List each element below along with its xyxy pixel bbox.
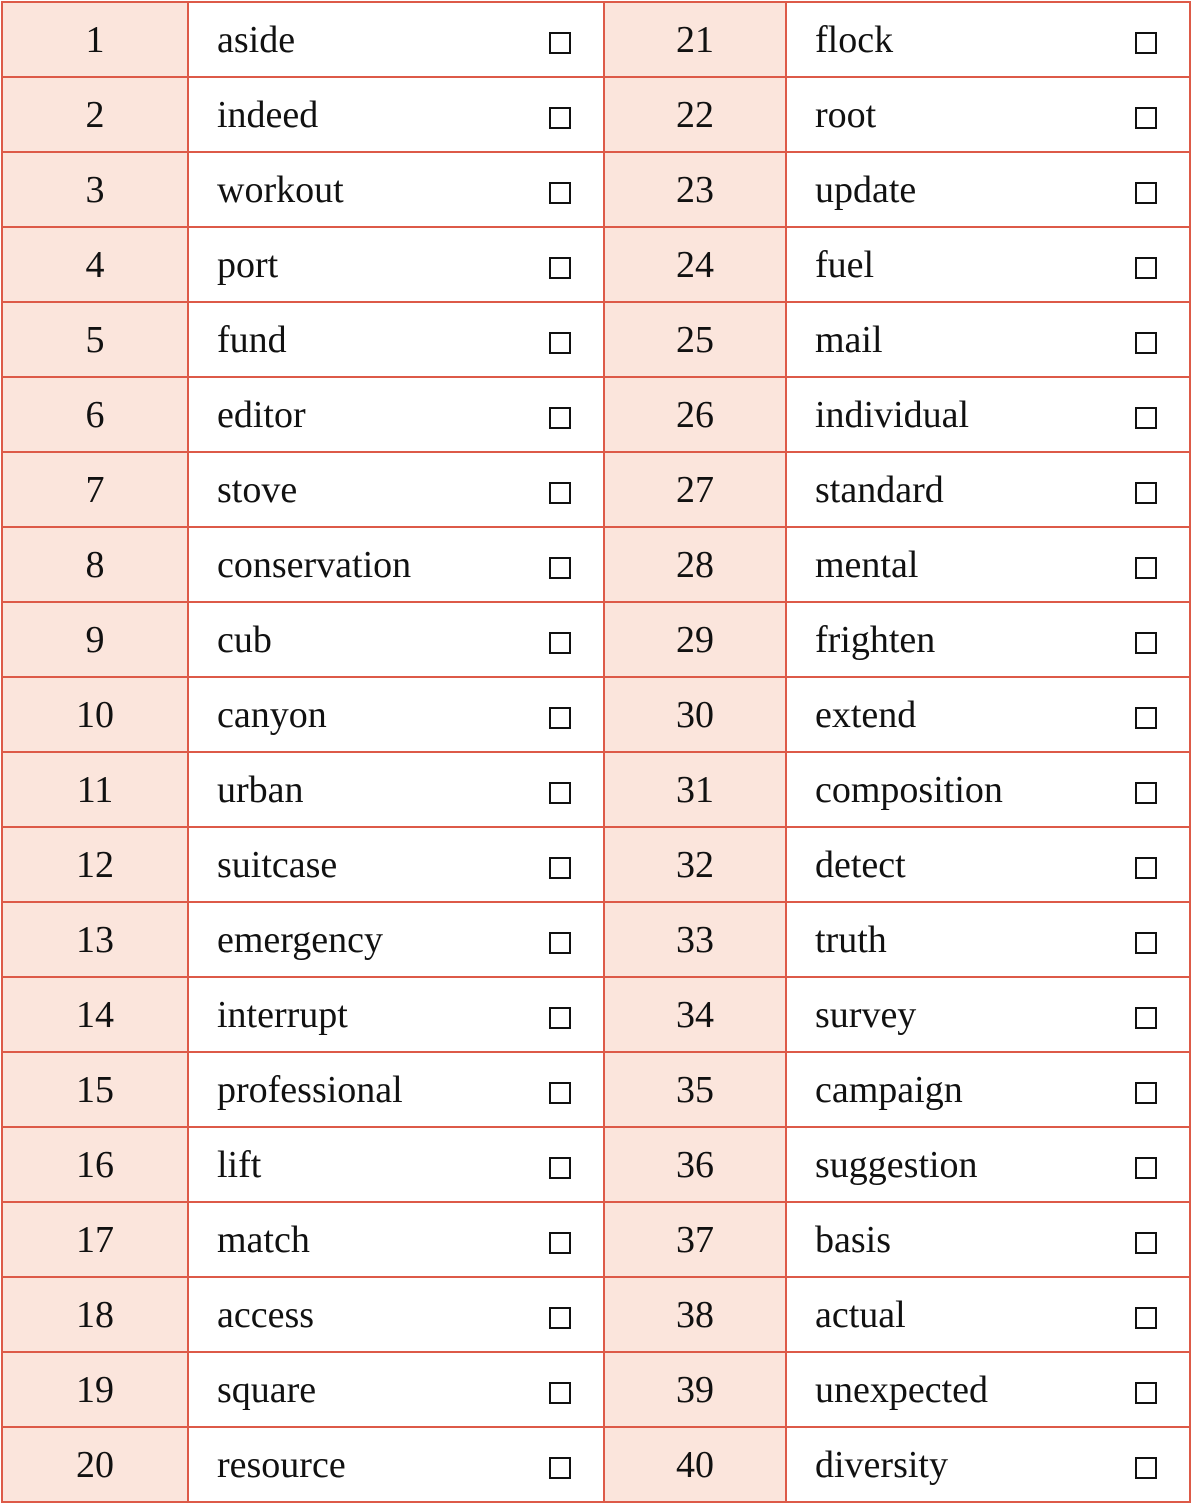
vocabulary-word: stove [217,468,298,511]
item-number: 23 [604,152,786,227]
vocabulary-table [1,1,1191,1503]
vocabulary-word: professional [217,1068,403,1111]
table-row [2,302,1190,377]
word-cell [786,1277,1190,1352]
vocabulary-table-body [2,2,1190,1502]
checkbox[interactable] [1135,1232,1157,1254]
checkbox[interactable] [1135,32,1157,54]
checkbox[interactable] [1135,107,1157,129]
vocabulary-word: diversity [815,1443,948,1486]
item-number: 28 [604,527,786,602]
checkbox[interactable] [1135,1157,1157,1179]
vocabulary-word: conservation [217,543,412,586]
vocabulary-word: basis [815,1218,891,1261]
vocabulary-word: detect [815,843,906,886]
vocabulary-word: canyon [217,693,327,736]
word-cell [786,602,1190,677]
word-cell [786,977,1190,1052]
table-row [2,2,1190,77]
checkbox[interactable] [549,332,571,354]
word-cell [188,1352,604,1427]
word-cell [786,1352,1190,1427]
vocabulary-word: aside [217,18,296,61]
table-row [2,677,1190,752]
word-cell [786,677,1190,752]
item-number: 5 [2,302,188,377]
checkbox[interactable] [1135,257,1157,279]
word-cell [786,2,1190,77]
item-number: 40 [604,1427,786,1502]
checkbox[interactable] [549,1232,571,1254]
checkbox[interactable] [549,782,571,804]
word-cell [786,1052,1190,1127]
vocabulary-word: fuel [815,243,875,286]
word-cell [786,902,1190,977]
vocabulary-word: flock [815,18,894,61]
checkbox[interactable] [1135,407,1157,429]
checkbox[interactable] [549,257,571,279]
table-row [2,1277,1190,1352]
checkbox[interactable] [1135,857,1157,879]
vocabulary-word: urban [217,768,304,811]
item-number: 34 [604,977,786,1052]
item-number: 19 [2,1352,188,1427]
item-number: 13 [2,902,188,977]
word-cell [188,752,604,827]
word-cell [188,2,604,77]
vocabulary-word: match [217,1218,310,1261]
item-number: 35 [604,1052,786,1127]
checkbox[interactable] [1135,782,1157,804]
checkbox[interactable] [1135,707,1157,729]
item-number: 31 [604,752,786,827]
vocabulary-word: individual [815,393,970,436]
item-number: 22 [604,77,786,152]
word-cell [188,902,604,977]
item-number: 25 [604,302,786,377]
checkbox[interactable] [1135,1382,1157,1404]
word-cell [188,1277,604,1352]
word-cell [188,77,604,152]
checkbox[interactable] [549,632,571,654]
checkbox[interactable] [549,932,571,954]
table-row [2,1052,1190,1127]
vocabulary-word: actual [815,1293,906,1336]
word-cell [188,1127,604,1202]
item-number: 10 [2,677,188,752]
item-number: 2 [2,77,188,152]
item-number: 38 [604,1277,786,1352]
vocabulary-word: workout [217,168,344,211]
item-number: 18 [2,1277,188,1352]
table-row [2,602,1190,677]
table-row [2,1427,1190,1502]
table-row [2,452,1190,527]
item-number: 37 [604,1202,786,1277]
vocabulary-word: mental [815,543,919,586]
item-number: 21 [604,2,786,77]
item-number: 14 [2,977,188,1052]
item-number: 27 [604,452,786,527]
word-cell [188,227,604,302]
vocabulary-word: emergency [217,918,383,961]
item-number: 26 [604,377,786,452]
item-number: 36 [604,1127,786,1202]
vocabulary-word: suitcase [217,843,338,886]
item-number: 32 [604,827,786,902]
vocabulary-word: lift [217,1143,262,1186]
item-number: 3 [2,152,188,227]
item-number: 4 [2,227,188,302]
word-cell [786,77,1190,152]
checkbox[interactable] [549,1307,571,1329]
word-cell [786,377,1190,452]
vocabulary-word: fund [217,318,287,361]
vocabulary-word: standard [815,468,944,511]
table-row [2,377,1190,452]
checkbox[interactable] [1135,1307,1157,1329]
word-cell [188,377,604,452]
item-number: 11 [2,752,188,827]
word-cell [188,1052,604,1127]
word-cell [188,602,604,677]
table-row [2,902,1190,977]
table-row [2,77,1190,152]
item-number: 20 [2,1427,188,1502]
vocabulary-word: interrupt [217,993,348,1036]
vocabulary-word: frighten [815,618,936,661]
word-cell [786,527,1190,602]
checkbox[interactable] [549,1082,571,1104]
word-cell [188,527,604,602]
checkbox[interactable] [549,707,571,729]
word-cell [188,977,604,1052]
item-number: 39 [604,1352,786,1427]
vocabulary-word: campaign [815,1068,963,1111]
word-cell [786,302,1190,377]
vocabulary-word: update [815,168,917,211]
checkbox[interactable] [1135,632,1157,654]
checkbox[interactable] [1135,182,1157,204]
table-row [2,227,1190,302]
item-number: 16 [2,1127,188,1202]
checkbox[interactable] [1135,332,1157,354]
word-cell [188,827,604,902]
vocabulary-word: root [815,93,877,136]
item-number: 9 [2,602,188,677]
item-number: 12 [2,827,188,902]
checkbox[interactable] [549,32,571,54]
vocabulary-word: mail [815,318,883,361]
item-number: 33 [604,902,786,977]
vocabulary-word: survey [815,993,917,1036]
checkbox[interactable] [549,857,571,879]
vocabulary-word: suggestion [815,1143,978,1186]
vocabulary-word: editor [217,393,306,436]
item-number: 17 [2,1202,188,1277]
vocabulary-word: truth [815,918,887,961]
checkbox[interactable] [549,557,571,579]
vocabulary-word: square [217,1368,317,1411]
checkbox[interactable] [1135,557,1157,579]
checkbox[interactable] [549,1007,571,1029]
vocabulary-word: composition [815,768,1003,811]
item-number: 24 [604,227,786,302]
word-cell [188,677,604,752]
checkbox[interactable] [1135,1082,1157,1104]
checkbox[interactable] [1135,1007,1157,1029]
vocabulary-word: unexpected [815,1368,989,1411]
vocabulary-word: extend [815,693,917,736]
checkbox[interactable] [549,182,571,204]
checkbox[interactable] [549,1157,571,1179]
vocabulary-word: indeed [217,93,319,136]
vocabulary-word: cub [217,618,272,661]
word-cell [786,1127,1190,1202]
table-row [2,1202,1190,1277]
checkbox[interactable] [549,407,571,429]
word-cell [188,302,604,377]
item-number: 29 [604,602,786,677]
word-cell [786,827,1190,902]
word-cell [786,1202,1190,1277]
item-number: 6 [2,377,188,452]
table-row [2,527,1190,602]
table-row [2,827,1190,902]
vocabulary-word: access [217,1293,315,1336]
item-number: 15 [2,1052,188,1127]
table-row [2,152,1190,227]
word-cell [188,152,604,227]
word-cell [188,1427,604,1502]
word-cell [786,1427,1190,1502]
item-number: 1 [2,2,188,77]
checkbox[interactable] [1135,482,1157,504]
table-row [2,752,1190,827]
word-cell [786,227,1190,302]
item-number: 8 [2,527,188,602]
item-number: 7 [2,452,188,527]
table-row [2,1352,1190,1427]
word-cell [786,752,1190,827]
word-cell [188,1202,604,1277]
vocabulary-word: port [217,243,279,286]
word-cell [786,452,1190,527]
vocabulary-word: resource [217,1443,346,1486]
checkbox[interactable] [549,482,571,504]
checkbox[interactable] [549,107,571,129]
checkbox[interactable] [549,1382,571,1404]
item-number: 30 [604,677,786,752]
checkbox[interactable] [1135,932,1157,954]
table-row [2,977,1190,1052]
word-cell [188,452,604,527]
table-row [2,1127,1190,1202]
word-cell [786,152,1190,227]
